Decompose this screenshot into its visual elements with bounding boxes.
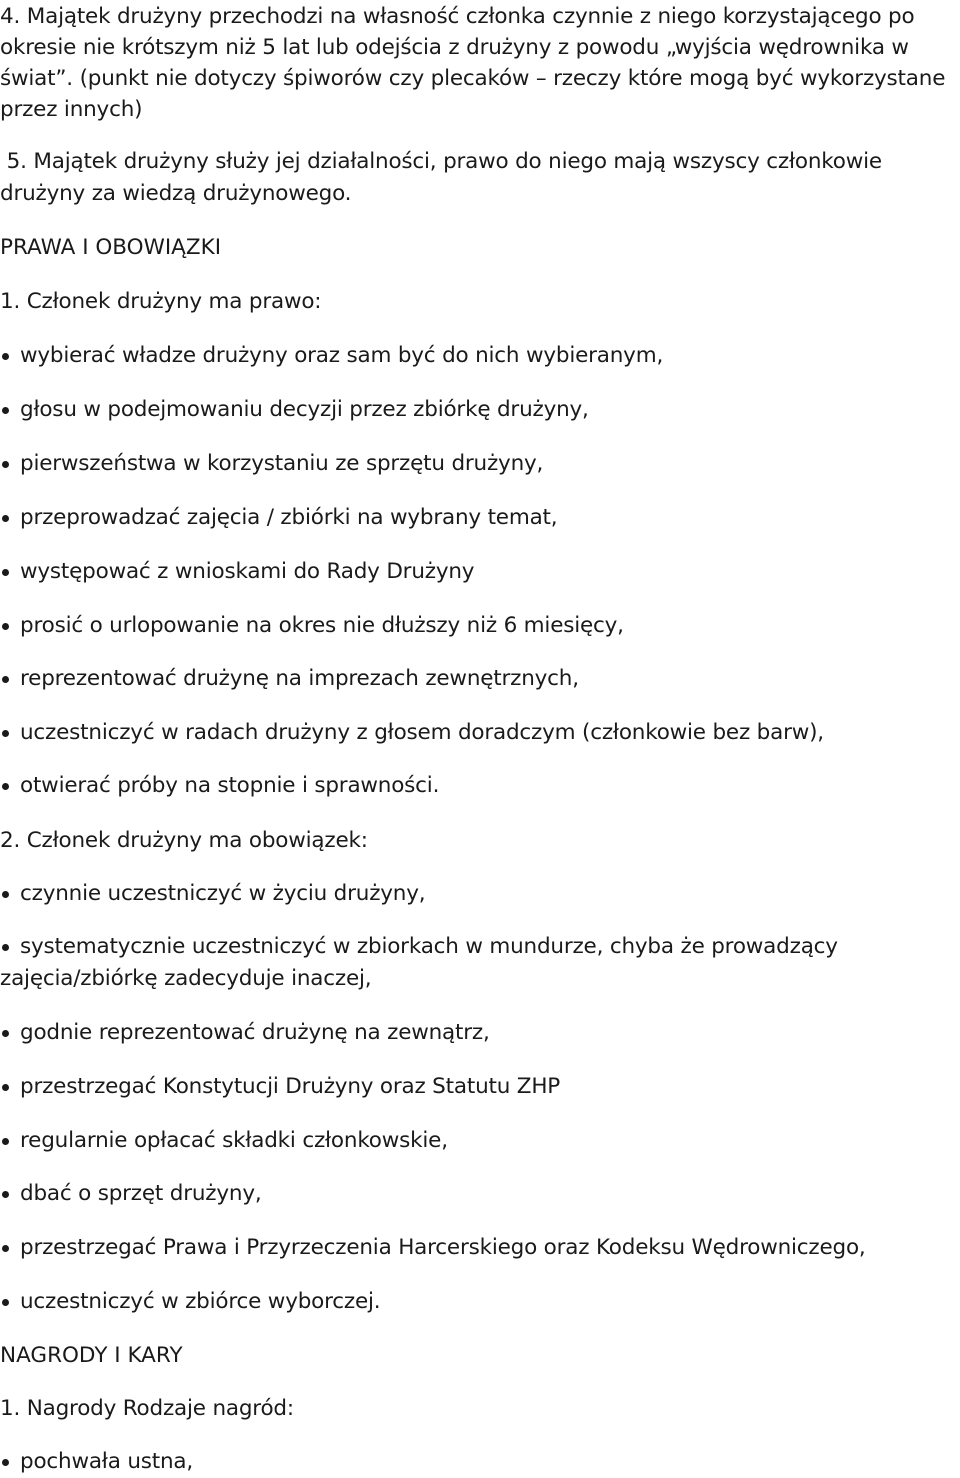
bullet-icon bbox=[2, 461, 9, 468]
section-5-line-2: drużyny za wiedzą drużynowego. bbox=[0, 181, 352, 206]
bullet-icon bbox=[2, 623, 9, 630]
bullet-icon bbox=[2, 1138, 9, 1145]
bullet-icon bbox=[2, 1030, 9, 1037]
section-4-line-3: świat”. (punkt nie dotyczy śpiworów czy plecaków – rzeczy które mogą być wykorzystane bbox=[0, 66, 946, 91]
heading-nagrody-i-kary: NAGRODY I KARY bbox=[0, 1343, 183, 1368]
bullet-icon bbox=[2, 1084, 9, 1091]
list-item-continuation: zajęcia/zbiórkę zadecyduje inaczej, bbox=[0, 966, 372, 991]
bullet-icon bbox=[2, 1299, 9, 1306]
section-4-line-1: 4. Majątek drużyny przechodzi na własność członka czynnie z niego korzystającego po bbox=[0, 4, 915, 29]
bullet-icon bbox=[2, 515, 9, 522]
bullet-icon bbox=[2, 1459, 9, 1466]
rewards-title: 1. Nagrody Rodzaje nagród: bbox=[0, 1396, 294, 1421]
bullet-icon bbox=[2, 407, 9, 414]
bullet-icon bbox=[2, 1191, 9, 1198]
bullet-icon bbox=[2, 1245, 9, 1252]
bullet-icon bbox=[2, 944, 9, 951]
bullet-icon bbox=[2, 783, 9, 790]
bullet-icon bbox=[2, 353, 9, 360]
bullet-icon bbox=[2, 676, 9, 683]
bullet-icon bbox=[2, 569, 9, 576]
bullet-icon bbox=[2, 891, 9, 898]
heading-prawa-i-obowiazki: PRAWA I OBOWIĄZKI bbox=[0, 235, 222, 260]
bullet-icon bbox=[2, 730, 9, 737]
duties-title: 2. Członek drużyny ma obowiązek: bbox=[0, 828, 368, 853]
section-4-line-4: przez innych) bbox=[0, 97, 143, 122]
section-5-line-1: 5. Majątek drużyny służy jej działalności, prawo do niego mają wszyscy członkowie bbox=[0, 149, 882, 174]
section-4-line-2: okresie nie krótszym niż 5 lat lub odejścia z drużyny z powodu „wyjścia wędrownika w bbox=[0, 35, 909, 60]
rights-title: 1. Członek drużyny ma prawo: bbox=[0, 289, 322, 314]
